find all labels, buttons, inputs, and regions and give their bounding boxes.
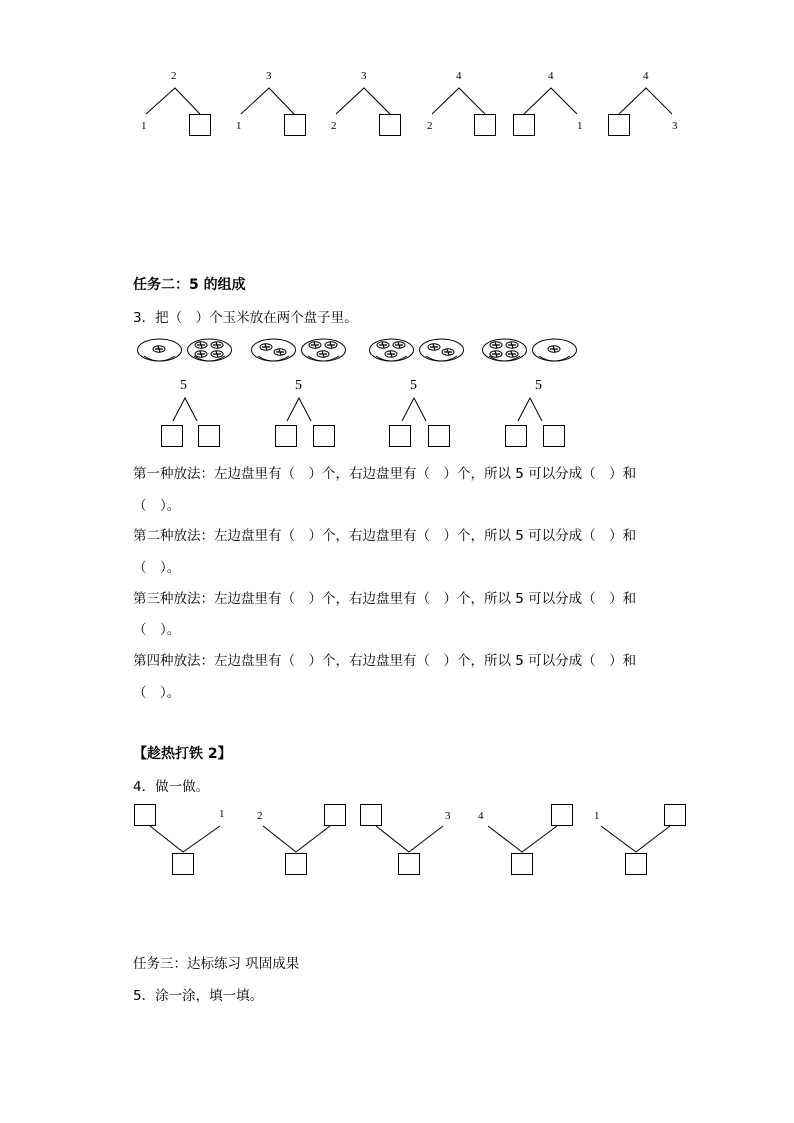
method-line: 第四种放法：左边盘里有（ ）个，右边盘里有（ ）个，所以 5 可以分成（ ）和 bbox=[133, 653, 637, 669]
method-line: 第一种放法：左边盘里有（ ）个，右边盘里有（ ）个，所以 5 可以分成（ ）和 bbox=[133, 466, 637, 482]
corn-icon bbox=[506, 351, 518, 357]
answer-box[interactable] bbox=[608, 114, 630, 136]
answer-box[interactable] bbox=[379, 114, 401, 136]
tree-top-number: 5 bbox=[295, 378, 302, 393]
answer-box[interactable] bbox=[172, 853, 194, 875]
plate-right bbox=[531, 336, 578, 366]
corn-icon bbox=[385, 351, 397, 357]
tree-left-number: 1 bbox=[594, 810, 600, 822]
plate-right bbox=[418, 336, 465, 366]
answer-box[interactable] bbox=[625, 853, 647, 875]
method-line: 第三种放法：左边盘里有（ ）个，右边盘里有（ ）个，所以 5 可以分成（ ）和 bbox=[133, 591, 637, 607]
corn-icon bbox=[428, 344, 440, 350]
tree-top-number: 4 bbox=[643, 70, 649, 82]
corn-icon bbox=[506, 342, 518, 348]
answer-box[interactable] bbox=[189, 114, 211, 136]
answer-box[interactable] bbox=[664, 804, 686, 826]
answer-box[interactable] bbox=[313, 425, 335, 447]
question5-prompt: 5．涂一涂，填一填。 bbox=[133, 988, 264, 1004]
method-line: （ ）。 bbox=[133, 498, 181, 514]
tree-right-number: 1 bbox=[577, 120, 583, 132]
answer-box[interactable] bbox=[284, 114, 306, 136]
tree-right-number: 3 bbox=[672, 120, 678, 132]
answer-box[interactable] bbox=[275, 425, 297, 447]
corn-icon bbox=[548, 346, 560, 352]
corn-icon bbox=[490, 351, 502, 357]
plate-right bbox=[186, 336, 233, 366]
tree-left-number: 2 bbox=[427, 120, 433, 132]
answer-box[interactable] bbox=[474, 114, 496, 136]
tree-top-number: 5 bbox=[410, 378, 417, 393]
answer-box[interactable] bbox=[505, 425, 527, 447]
answer-box[interactable] bbox=[198, 425, 220, 447]
answer-box[interactable] bbox=[428, 425, 450, 447]
plate-left bbox=[368, 336, 415, 366]
tree-left-number: 1 bbox=[141, 120, 147, 132]
answer-box[interactable] bbox=[551, 804, 573, 826]
answer-box[interactable] bbox=[511, 853, 533, 875]
corn-icon bbox=[211, 351, 223, 357]
corn-icon bbox=[442, 349, 454, 355]
task3-heading: 任务三：达标练习 巩固成果 bbox=[133, 956, 300, 972]
question3-prompt: 3．把（ ）个玉米放在两个盘子里。 bbox=[133, 310, 358, 326]
method-line: （ ）。 bbox=[133, 560, 181, 576]
corn-icon bbox=[274, 349, 286, 355]
corn-icon bbox=[195, 342, 207, 348]
answer-box[interactable] bbox=[389, 425, 411, 447]
tree-top-number: 5 bbox=[535, 378, 542, 393]
answer-box[interactable] bbox=[285, 853, 307, 875]
practice2-heading: 【趁热打铁 2】 bbox=[133, 746, 232, 762]
method-line: （ ）。 bbox=[133, 685, 181, 701]
corn-icon bbox=[490, 342, 502, 348]
tree-right-number: 3 bbox=[445, 810, 451, 822]
corn-icon bbox=[325, 342, 337, 348]
tree-left-number: 2 bbox=[331, 120, 337, 132]
tree-top-number: 2 bbox=[171, 70, 177, 82]
corn-icon bbox=[153, 346, 165, 352]
tree-top-number: 5 bbox=[180, 378, 187, 393]
task2-heading: 任务二：5 的组成 bbox=[133, 277, 246, 293]
plate-left bbox=[250, 336, 297, 366]
answer-box[interactable] bbox=[398, 853, 420, 875]
tree-top-number: 3 bbox=[266, 70, 272, 82]
corn-icon bbox=[377, 342, 389, 348]
plate-right bbox=[300, 336, 347, 366]
method-line: （ ）。 bbox=[133, 622, 181, 638]
answer-box[interactable] bbox=[360, 804, 382, 826]
answer-box[interactable] bbox=[513, 114, 535, 136]
answer-box[interactable] bbox=[543, 425, 565, 447]
corn-icon bbox=[195, 351, 207, 357]
corn-icon bbox=[260, 344, 272, 350]
tree-top-number: 3 bbox=[361, 70, 367, 82]
plate-left bbox=[481, 336, 528, 366]
tree-right-number: 1 bbox=[219, 808, 225, 820]
answer-box[interactable] bbox=[324, 804, 346, 826]
question4-prompt: 4．做一做。 bbox=[133, 779, 210, 795]
method-line: 第二种放法：左边盘里有（ ）个，右边盘里有（ ）个，所以 5 可以分成（ ）和 bbox=[133, 528, 637, 544]
corn-icon bbox=[317, 351, 329, 357]
plate-left bbox=[136, 336, 183, 366]
tree-left-number: 1 bbox=[236, 120, 242, 132]
tree-top-number: 4 bbox=[548, 70, 554, 82]
corn-icon bbox=[393, 342, 405, 348]
tree-left-number: 4 bbox=[478, 810, 484, 822]
answer-box[interactable] bbox=[161, 425, 183, 447]
tree-left-number: 2 bbox=[257, 810, 263, 822]
corn-icon bbox=[211, 342, 223, 348]
answer-box[interactable] bbox=[134, 804, 156, 826]
tree-top-number: 4 bbox=[456, 70, 462, 82]
corn-icon bbox=[309, 342, 321, 348]
